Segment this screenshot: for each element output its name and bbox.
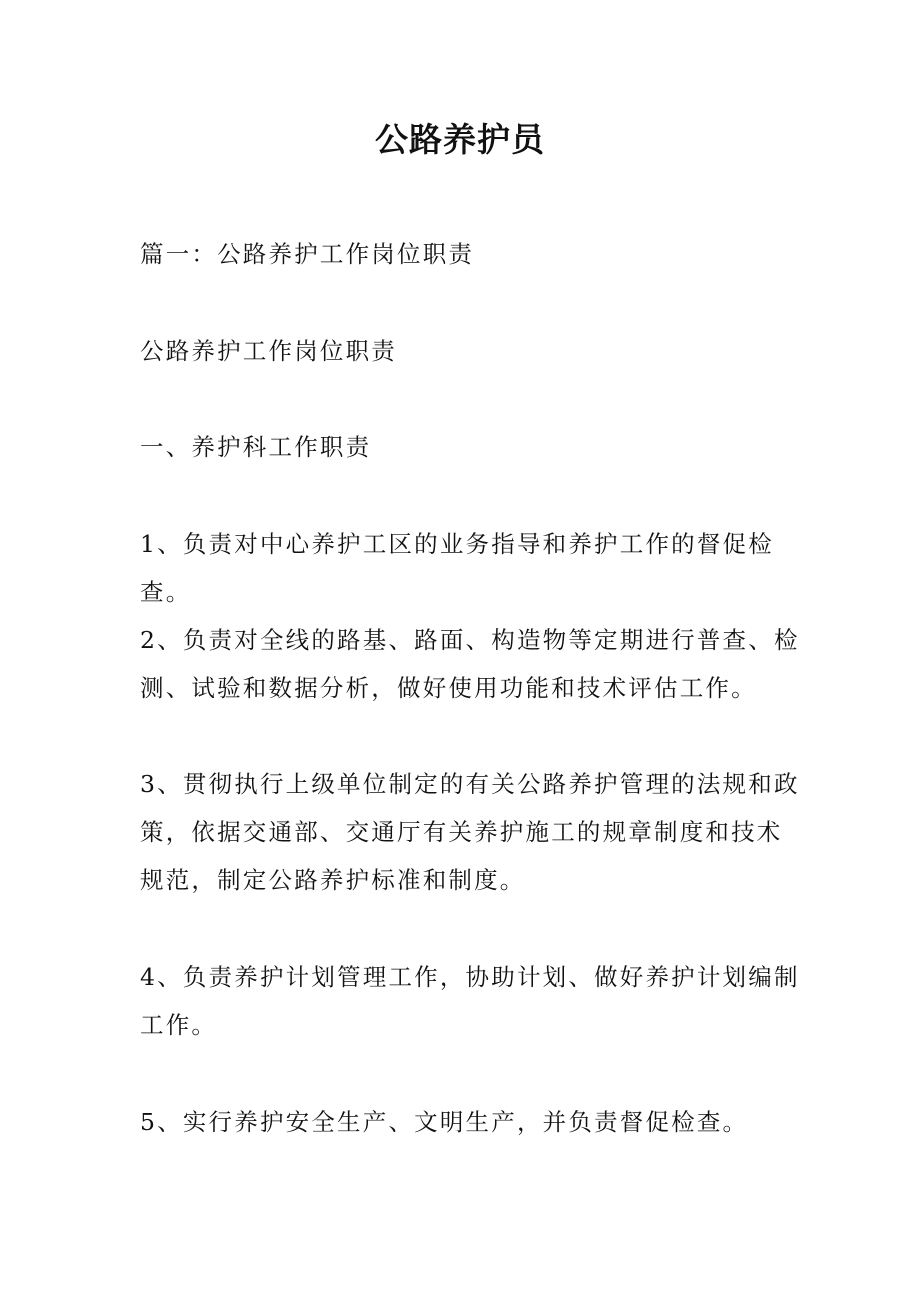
duty-item-1: 1、负责对中心养护工区的业务指导和养护工作的督促检查。 [140, 530, 774, 606]
duty-item-3: 3、贯彻执行上级单位制定的有关公路养护管理的法规和政策，依据交通部、交通厅有关养护施工的规章制度和技术规范，制定公路养护标准和制度。 [140, 770, 800, 894]
duty-item-2: 2、负责对全线的路基、路面、构造物等定期进行普查、检测、试验和数据分析，做好使用功能和技术评估工作。 [140, 626, 800, 702]
document-title: 公路养护员 [375, 120, 545, 159]
duty-heading: 一、养护科工作职责 [140, 433, 372, 461]
section-heading: 篇一：公路养护工作岗位职责 [140, 240, 475, 268]
duty-item-5: 5、实行养护安全生产、文明生产，并负责督促检查。 [140, 1108, 749, 1136]
duty-item-4: 4、负责养护计划管理工作，协助计划、做好养护计划编制工作。 [140, 963, 800, 1039]
subsection-heading: 公路养护工作岗位职责 [140, 337, 397, 365]
